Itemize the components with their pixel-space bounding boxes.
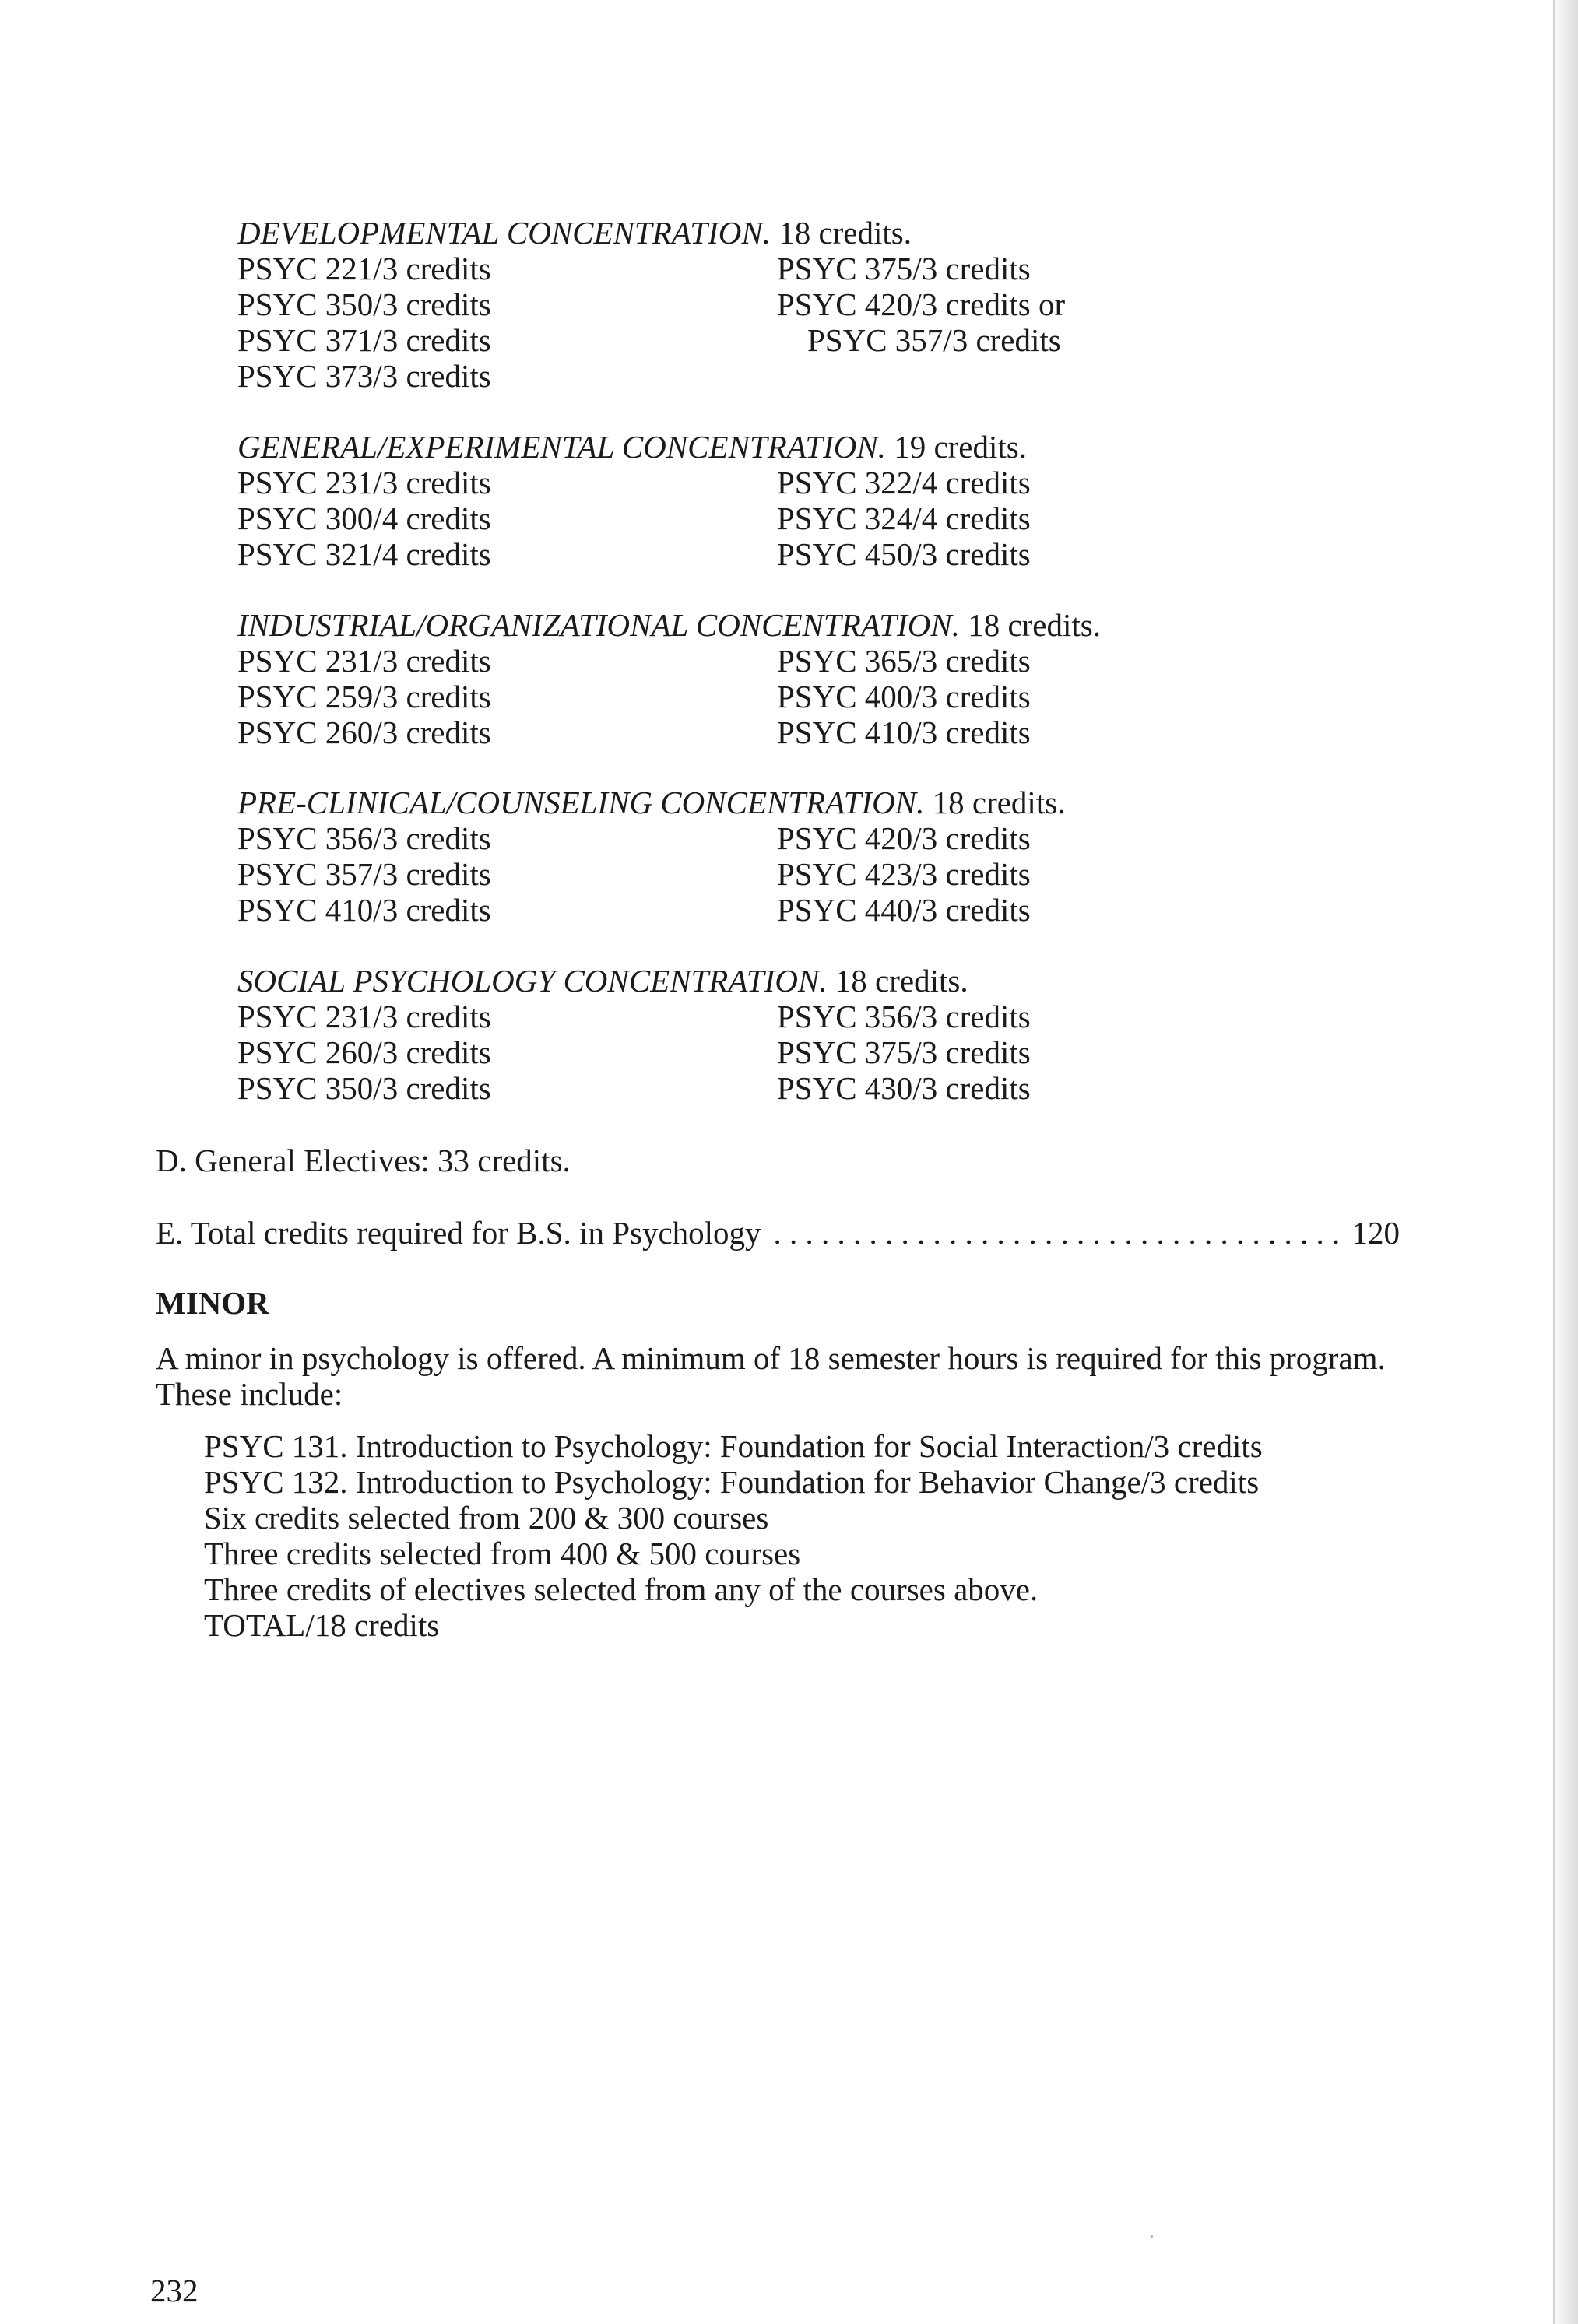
course-item: PSYC 356/3 credits — [777, 999, 1031, 1034]
course-item: PSYC 430/3 credits — [777, 1070, 1031, 1106]
minor-paragraph: A minor in psychology is offered. A minimum of 18 semester hours is required for this program. These include: — [156, 1340, 1386, 1412]
concentration-credits: 18 credits. — [778, 215, 912, 251]
course-item: PSYC 321/4 credits — [237, 536, 491, 572]
course-item: PSYC 350/3 credits — [237, 286, 491, 322]
course-item: PSYC 420/3 credits or — [777, 286, 1066, 322]
concentration-name: PRE-CLINICAL/COUNSELING CONCENTRATION. — [237, 785, 925, 820]
page-edge-shadow — [1552, 0, 1578, 2324]
general-experimental-concentration-title — [237, 429, 1027, 465]
concentration-credits: 18 credits. — [932, 785, 1066, 820]
course-item: PSYC 410/3 credits — [777, 714, 1031, 750]
total-credits-row — [156, 1215, 1400, 1251]
minor-requirement: PSYC 131. Introduction to Psychology: Foundation for Social Interaction/3 credits — [204, 1428, 1263, 1464]
total-credits-label: E. Total credits required for B.S. in Psychology — [156, 1215, 761, 1251]
course-item: PSYC 231/3 credits — [237, 999, 491, 1034]
page-number: 232 — [150, 2273, 199, 2308]
course-item: PSYC 260/3 credits — [237, 1034, 491, 1070]
minor-requirement: Three credits selected from 400 & 500 courses — [204, 1536, 801, 1571]
course-item: PSYC 420/3 credits — [777, 820, 1031, 856]
minor-requirements-list — [204, 1428, 1263, 1643]
concentration-name: INDUSTRIAL/ORGANIZATIONAL CONCENTRATION. — [237, 607, 960, 643]
concentration-credits: 18 credits. — [968, 607, 1101, 643]
course-item: PSYC 375/3 credits — [777, 251, 1031, 286]
concentration-credits: 19 credits. — [894, 429, 1027, 465]
concentration-name: DEVELOPMENTAL CONCENTRATION. — [237, 215, 771, 251]
general-electives: D. General Electives: 33 credits. — [156, 1143, 571, 1178]
course-item: PSYC 322/4 credits — [777, 465, 1031, 500]
course-item: PSYC 365/3 credits — [777, 643, 1031, 679]
course-item: PSYC 400/3 credits — [777, 679, 1031, 714]
course-item: PSYC 350/3 credits — [237, 1070, 491, 1106]
concentration-credits: 18 credits. — [835, 963, 968, 999]
industrial-organizational-concentration-title — [237, 607, 1101, 643]
minor-requirement: Six credits selected from 200 & 300 courses — [204, 1500, 769, 1536]
course-item: PSYC 410/3 credits — [237, 892, 491, 928]
course-item: PSYC 375/3 credits — [777, 1034, 1031, 1070]
concentration-name: GENERAL/EXPERIMENTAL CONCENTRATION. — [237, 429, 886, 465]
social-psychology-concentration-title — [237, 963, 968, 999]
course-item: PSYC 231/3 credits — [237, 643, 491, 679]
page-edge-line — [1553, 0, 1555, 2324]
course-item: PSYC 450/3 credits — [777, 536, 1031, 572]
course-item: PSYC 324/4 credits — [777, 500, 1031, 536]
dot-leader — [774, 1215, 1348, 1251]
course-item: PSYC 300/4 credits — [237, 500, 491, 536]
course-item: PSYC 357/3 credits — [807, 322, 1061, 358]
concentration-name: SOCIAL PSYCHOLOGY CONCENTRATION. — [237, 963, 828, 999]
course-item: PSYC 221/3 credits — [237, 251, 491, 286]
pre-clinical-counseling-concentration-title — [237, 785, 1065, 820]
minor-heading: MINOR — [156, 1285, 269, 1321]
minor-requirement: TOTAL/18 credits — [204, 1607, 440, 1643]
course-item: PSYC 440/3 credits — [777, 892, 1031, 928]
total-credits-value: 120 — [1351, 1215, 1400, 1251]
course-item: PSYC 373/3 credits — [237, 358, 491, 394]
minor-requirement: Three credits of electives selected from any of the courses above. — [204, 1571, 1039, 1607]
scan-speck — [1151, 2235, 1153, 2238]
minor-requirement: PSYC 132. Introduction to Psychology: Foundation for Behavior Change/3 credits — [204, 1464, 1260, 1500]
course-item: PSYC 357/3 credits — [237, 856, 491, 892]
course-item: PSYC 423/3 credits — [777, 856, 1031, 892]
developmental-concentration-title — [237, 215, 912, 251]
course-item: PSYC 260/3 credits — [237, 714, 491, 750]
course-item: PSYC 371/3 credits — [237, 322, 491, 358]
course-item: PSYC 231/3 credits — [237, 465, 491, 500]
course-item: PSYC 259/3 credits — [237, 679, 491, 714]
course-item: PSYC 356/3 credits — [237, 820, 491, 856]
